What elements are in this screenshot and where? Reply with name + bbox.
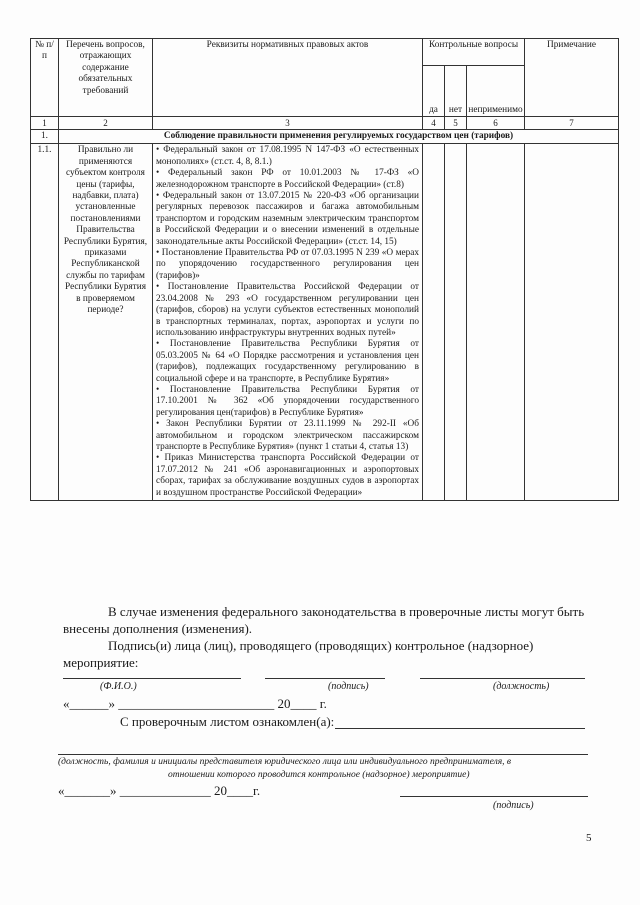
acquainted-line bbox=[335, 728, 585, 729]
column-number: 3 bbox=[153, 117, 423, 130]
requisite-item: • Постановление Правительства Российской Федерации от 23.04.2008 № 293 «О государственном регулировании цен (тарифов, сборов) на услуги субъектов естественных монополий в транспортных терминалах, портах, аэропортах и услуги по использованию инфраструктуры внутренних водных путей» bbox=[156, 282, 419, 338]
requisite-item: • Федеральный закон от 13.07.2015 № 220-ФЗ «Об организации регулярных перевозок пассажиров и багажа автомобильным транспортом и городским наземным электрическим транспортом в Российской Федерации и о внесении изменений в отдельные законодательные акты Российской Федерации» (ст.ст. 14, 15) bbox=[156, 191, 419, 247]
position-line bbox=[420, 678, 585, 679]
requisite-item: • Постановление Правительства РФ от 07.03.1995 N 239 «О мерах по упорядочению государственного регулирования цен (тарифов)» bbox=[156, 248, 419, 281]
column-number: 4 bbox=[423, 117, 445, 130]
changes-note-line-2: внесены дополнения (изменения). bbox=[63, 621, 253, 636]
column-number-row bbox=[31, 117, 619, 130]
column-number: 6 bbox=[467, 117, 525, 130]
representative-label-1: (должность, фамилия и инициалы представителя юридического лица или индивидуального предпринимателя, в bbox=[58, 757, 512, 767]
changes-note-line-1: В случае изменения федерального законодательства в проверочные листы могут быть bbox=[108, 604, 585, 619]
header-requisites: Реквизиты нормативных правовых актов bbox=[153, 39, 423, 117]
fio-line bbox=[63, 678, 241, 679]
representative-label-2: отношении которого проводится контрольное (надзорное) мероприятие) bbox=[168, 770, 470, 780]
requisite-item: • Закон Республики Бурятии от 23.11.1999 № 292-II «Об автомобильном и городском электрическом пассажирском транспорте в Республике Бурятия» (пункт 1 статьи 4, статья 13) bbox=[156, 419, 419, 452]
header-yes: да bbox=[423, 66, 445, 117]
date-line-1: «______» ________________________ 20____ г. bbox=[63, 696, 327, 711]
fio-label: (Ф.И.О.) bbox=[100, 681, 137, 692]
section-title: Соблюдение правильности применения регулируемых государством цен (тарифов) bbox=[59, 130, 619, 144]
header-note: Примечание bbox=[525, 39, 619, 117]
row-question: Правильно ли применяются субъектом контроля цены (тарифы, надбавки, плата) установленные постановлениями Правительства Республики Бурятия, приказами Республиканской службы по тарифам Республики Бурятия в проверяемом периоде? bbox=[59, 144, 153, 501]
position-label: (должность) bbox=[493, 681, 550, 692]
signature-intro-line-2: мероприятие: bbox=[63, 655, 139, 670]
requisite-item: • Федеральный закон РФ от 10.01.2003 № 17-ФЗ «О железнодорожном транспорте в Российской Федерации» (ст.8) bbox=[156, 168, 419, 190]
header-control-questions: Контрольные вопросы bbox=[423, 39, 525, 66]
signature-line bbox=[265, 678, 385, 679]
requisite-item: • Постановление Правительства Республики Бурятия от 17.10.2001 № 362 «Об упорядочении государственного регулирования цен(тарифов) в Республике Бурятия» bbox=[156, 384, 419, 418]
answer-no-cell[interactable] bbox=[445, 144, 467, 501]
header-not-applicable: неприменимо bbox=[467, 66, 525, 117]
requisite-item: • Постановление Правительства Республики Бурятия от 05.03.2005 № 64 «О Порядке рассмотрения и установления цен (тарифов), подлежащих государственному регулированию в социальной сфере и на транспорте, в Республике Бурятия» bbox=[156, 339, 419, 384]
row-number: 1.1. bbox=[31, 144, 59, 501]
requisite-item: • Федеральный закон от 17.08.1995 N 147-ФЗ «О естественных монополиях» (ст.ст. 4, 8, 8.1.) bbox=[156, 145, 419, 167]
requisite-item: • Приказ Министерства транспорта Российской Федерации от 17.07.2012 № 241 «Об аэронавигационных и аэропортовых сборах, тарифах за обслуживание воздушных судов в аэропортах и воздушном пространстве Российской Федерации» bbox=[156, 453, 419, 498]
column-number: 2 bbox=[59, 117, 153, 130]
header-questions-list: Перечень вопросов, отражающих содержание обязательных требований bbox=[59, 39, 153, 117]
column-number: 5 bbox=[445, 117, 467, 130]
answer-yes-cell[interactable] bbox=[423, 144, 445, 501]
representative-line bbox=[58, 754, 588, 755]
date-line-2: «_______» ______________ 20____г. bbox=[58, 783, 261, 798]
checklist-table bbox=[30, 38, 619, 501]
signature-intro-line-1: Подпись(и) лица (лиц), проводящего (проводящих) контрольное (надзорное) bbox=[108, 638, 534, 653]
header-number: № п/п bbox=[31, 39, 59, 117]
header-row bbox=[31, 39, 619, 66]
note-cell[interactable] bbox=[525, 144, 619, 501]
header-no: нет bbox=[445, 66, 467, 117]
acquainted-label: С проверочным листом ознакомлен(а): bbox=[120, 714, 335, 729]
column-number: 1 bbox=[31, 117, 59, 130]
row-requisites bbox=[153, 144, 423, 501]
section-number: 1. bbox=[31, 130, 59, 144]
answer-not-applicable-cell[interactable] bbox=[467, 144, 525, 501]
signature-label-2: (подпись) bbox=[493, 800, 534, 811]
section-row bbox=[31, 130, 619, 144]
signature-line-2 bbox=[400, 796, 588, 797]
column-number: 7 bbox=[525, 117, 619, 130]
checklist-row bbox=[31, 144, 619, 501]
page-number: 5 bbox=[586, 832, 592, 844]
signature-label: (подпись) bbox=[328, 681, 369, 692]
